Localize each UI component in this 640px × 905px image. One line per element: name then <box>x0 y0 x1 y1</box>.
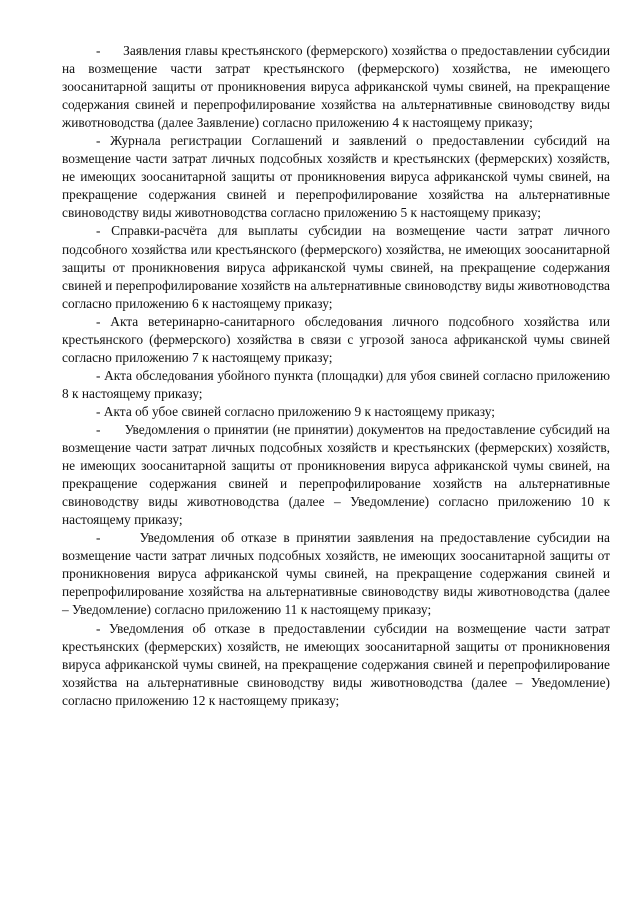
list-item-calculation-certificate: - Справки-расчёта для выплаты субсидии на возмещение части затрат личного подсобного хозяйства или крестьянского (фермерского) хозяйства, не имеющих зоосанитарной защиты от проникновения вируса африканской чумы свиней, на прекращение содержания свиней и перепрофилирование хозяйств на альтернативные свиноводству виды животноводства согласно приложению 6 к настоящему приказу; <box>62 223 610 311</box>
list-item-slaughter-point-act: - Акта обследования убойного пункта (площадки) для убоя свиней согласно приложению 8 к настоящему приказу; <box>62 367 610 401</box>
document-body <box>62 42 610 710</box>
list-item-refusal-acceptance-notice: - Уведомления об отказе в принятии заявления на предоставление субсидии на возмещение части затрат личных подсобных хозяйств, не имеющих зоосанитарной защиты от проникновения вируса африканской чумы свиней, на прекращение содержания свиней и перепрофилирование хозяйства на альтернативные свиноводству виды животноводства (далее – Уведомление) согласно приложению 11 к настоящему приказу; <box>62 530 610 618</box>
list-item-registration-journal: - Журнала регистрации Соглашений и заявлений о предоставлении субсидий на возмещение части затрат личных подсобных хозяйств и крестьянских (фермерских) хозяйств, не имеющих зоосанитарной защиты от проникновения вируса африканской чумы свиней, на прекращение содержания свиней и перепрофилирование хозяйства на альтернативные свиноводству виды животноводства согласно приложению 5 к настоящему приказу; <box>62 133 610 221</box>
list-item-refusal-subsidy-notice: - Уведомления об отказе в предоставлении субсидии на возмещение части затрат крестьянских (фермерских) хозяйств, не имеющих зоосанитарной защиты от проникновения вируса африканской чумы свиней, на прекращение содержания свиней и перепрофилирование хозяйства на альтернативные свиноводству виды животноводства (далее – Уведомление) согласно приложению 12 к настоящему приказу; <box>62 620 610 708</box>
list-item-acceptance-notice: - Уведомления о принятии (не принятии) документов на предоставление субсидий на возмещение части затрат личных подсобных хозяйств и крестьянских (фермерских) хозяйств, не имеющих зоосанитарной защиты от проникновения вируса африканской чумы свиней, на прекращение содержания свиней и перепрофилирование хозяйств на альтернативные свиноводству виды животноводства (далее – Уведомление) согласно приложению 10 к настоящему приказу; <box>62 421 610 528</box>
list-item-application-farm-head: - Заявления главы крестьянского (фермерского) хозяйства о предоставлении субсидии на возмещение части затрат крестьянского (фермерского) хозяйства, не имеющего зоосанитарной защиты от проникновения вируса африканской чумы свиней, на прекращение содержания свиней и перепрофилирование хозяйства на альтернативные свиноводству виды животноводства (далее Заявление) согласно приложению 4 к настоящему приказу; <box>62 43 610 131</box>
list-item-veterinary-inspection-act: - Акта ветеринарно-санитарного обследования личного подсобного хозяйства или крестьянского (фермерского) хозяйства в связи с угрозой заноса африканской чумы свиней согласно приложению 7 к настоящему приказу; <box>62 313 610 365</box>
list-item-slaughter-act: - Акта об убое свиней согласно приложению 9 к настоящему приказу; <box>96 403 496 419</box>
